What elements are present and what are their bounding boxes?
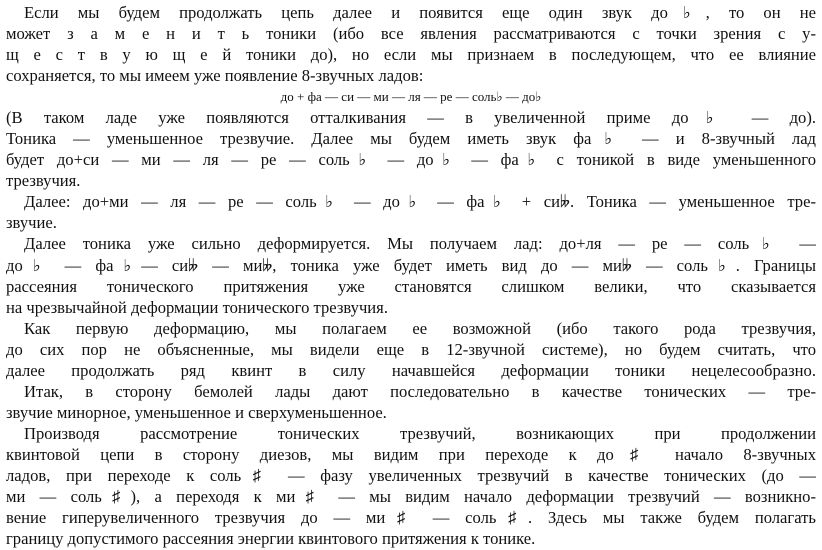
text-line: Итак, в сторону бемолей лады дают последовательно в качестве тонических — тре- — [24, 381, 816, 401]
text-line: до♭ — фа♭— си𝄫 — ми𝄫, тоника уже будет иметь вид до — ми𝄫 — соль♭. Границы — [6, 255, 816, 275]
text-line: Если мы будем продолжать цепь далее и появится еще один звук до♭, то он не — [24, 3, 816, 22]
text-line: может з а м е н и т ь тоники (ибо все явления рассматриваются с точки зрения с у- — [6, 24, 816, 43]
text-line: Тоника — уменьшенное трезвучие. Далее мы будем иметь звук фа♭ — и 8-звучный лад — [6, 129, 816, 149]
text-line: трезвучия. — [6, 171, 81, 191]
text-line: до сих пор не объясненные, мы видели еще в 12-звучной системе), но будем считать, что — [6, 339, 816, 359]
text-line: Далее тоника уже сильно деформируется. Мы получаем лад: до+ля — ре — соль♭ — — [24, 234, 816, 254]
text-line: Далее: до+ми — ля — ре — соль♭ — до♭ — фа♭ + си𝄫. Тоника — уменьшенное тре- — [24, 192, 816, 212]
text-line: звучие. — [6, 213, 57, 233]
text-line: Производя рассмотрение тонических трезвучий, возникающих при продолжении — [24, 423, 816, 443]
text-line: ладов, при переходе к соль♯ — фазу увеличенных трезвучий в качестве тонических (до — — [6, 465, 816, 485]
text-line: границу допустимого рассеяния энергии квинтового притяжения к тонике. — [6, 529, 536, 548]
text-line: на чрезвычайной деформации тонического трезвучия. — [6, 297, 388, 317]
text-line: (В таком ладе уже появляются отталкивания — в увеличенной приме до♭ — до). — [6, 108, 816, 128]
formula-line: до + фа — си — ми — ля — ре — соль♭ — до♭ — [280, 89, 542, 105]
text-line: будет до+си — ми — ля — ре — соль♭ — до♭ — фа♭ с тоникой в виде уменьшенного — [6, 150, 816, 170]
text-line: ми — соль♯), а переходя к ми♯ — мы видим начало деформации трезвучий — возникно- — [6, 486, 816, 506]
text-line: Как первую деформацию, мы полагаем ее возможной (ибо такого рода трезвучия, — [24, 318, 816, 338]
text-line: далее продолжать ряд квинт в силу начавшейся деформации тоники нецелесообразно. — [6, 360, 816, 380]
text-line: звучие минорное, уменьшенное и сверхуменьшенное. — [6, 402, 387, 422]
text-line: рассеяния тонического притяжения уже становятся слишком велики, что сказывается — [6, 276, 816, 296]
text-line: квинтовой цепи в сторону диезов, мы видим при переходе к до♯ начало 8-звучных — [6, 444, 816, 464]
text-line: сохраняется, то мы имеем уже появление 8-звучных ладов: — [6, 66, 424, 86]
text-line: вение гиперувеличенного трезвучия до — ми♯ — соль♯. Здесь мы также будем полагать — [6, 508, 816, 527]
text-line: щ е с т в у ю щ е й тоники до), но если мы признаем в последующем, что ее влияние — [6, 45, 816, 65]
